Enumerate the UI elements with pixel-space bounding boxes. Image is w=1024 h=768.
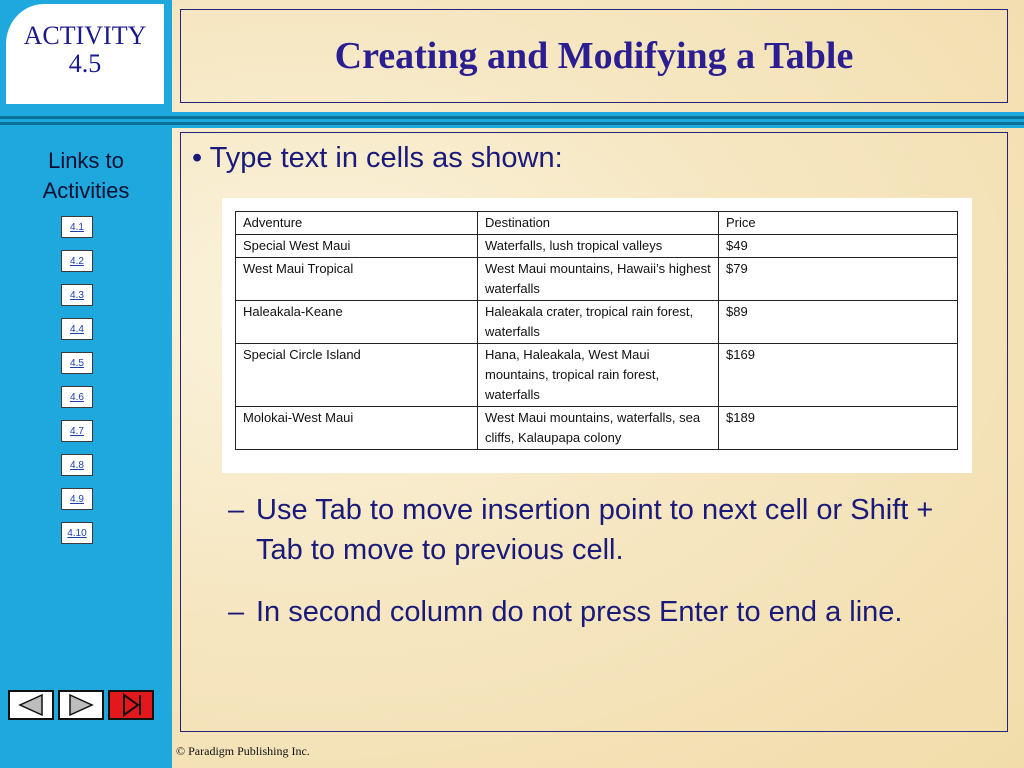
table-cell: West Maui mountains, Hawaii’s highest waterfalls (478, 258, 719, 301)
table-row (236, 235, 958, 258)
activity-link-4-8[interactable]: 4.8 (61, 454, 93, 476)
header-cell: Price (719, 212, 958, 235)
activity-label: ACTIVITY (23, 21, 147, 50)
table-cell: $169 (719, 344, 958, 407)
page-title: Creating and Modifying a Table (334, 35, 854, 77)
table-cell: Haleakala-Keane (236, 301, 478, 344)
next-slide-button[interactable] (58, 690, 104, 720)
activity-link-4-2[interactable]: 4.2 (61, 250, 93, 272)
triangle-right-icon (60, 692, 102, 718)
table-row (236, 258, 958, 301)
header-cell: Destination (478, 212, 719, 235)
end-show-button[interactable] (108, 690, 154, 720)
example-table-image (222, 198, 972, 473)
table-cell: Special Circle Island (236, 344, 478, 407)
table-cell: Hana, Haleakala, West Maui mountains, tropical rain forest, waterfalls (478, 344, 719, 407)
activity-link-4-7[interactable]: 4.7 (61, 420, 93, 442)
activity-link-4-9[interactable]: 4.9 (61, 488, 93, 510)
table-row (236, 301, 958, 344)
table-cell: Molokai-West Maui (236, 407, 478, 450)
table-cell: $49 (719, 235, 958, 258)
table-row (236, 407, 958, 450)
end-show-icon (110, 692, 152, 718)
activity-badge (6, 4, 164, 104)
table-cell: Special West Maui (236, 235, 478, 258)
links-label (0, 146, 172, 206)
links-label-line1: Links to (48, 148, 124, 173)
instruction-bullet: • Type text in cells as shown: (192, 142, 563, 174)
sub-bullet-dash: – (228, 596, 245, 628)
sub-bullet-text: In second column do not press Enter to end a line. (256, 596, 903, 628)
links-label-line2: Activities (42, 178, 130, 203)
table-header-row (236, 212, 958, 235)
table-cell: $79 (719, 258, 958, 301)
sub-bullet-text: Use Tab to move insertion point to next cell or Shift + Tab to move to previous cell. (256, 494, 934, 566)
header-cell: Adventure (236, 212, 478, 235)
activity-link-4-1[interactable]: 4.1 (61, 216, 93, 238)
table-cell: West Maui mountains, waterfalls, sea cliffs, Kalaupapa colony (478, 407, 719, 450)
table-cell: $189 (719, 407, 958, 450)
activity-link-4-3[interactable]: 4.3 (61, 284, 93, 306)
sub-bullet-dash: – (228, 494, 245, 526)
activity-link-4-6[interactable]: 4.6 (61, 386, 93, 408)
table-cell: West Maui Tropical (236, 258, 478, 301)
activity-link-4-4[interactable]: 4.4 (61, 318, 93, 340)
triangle-left-icon (10, 692, 52, 718)
table-cell: $89 (719, 301, 958, 344)
header-band (0, 112, 1024, 128)
table-cell: Waterfalls, lush tropical valleys (478, 235, 719, 258)
previous-slide-button[interactable] (8, 690, 54, 720)
activity-link-4-10[interactable]: 4.10 (61, 522, 93, 544)
copyright-footer: © Paradigm Publishing Inc. (176, 744, 310, 758)
table-cell: Haleakala crater, tropical rain forest, waterfalls (478, 301, 719, 344)
title-box (180, 9, 1008, 103)
activity-link-4-5[interactable]: 4.5 (61, 352, 93, 374)
table-row (236, 344, 958, 407)
activity-number: 4.5 (68, 49, 102, 78)
adventure-table (235, 211, 958, 450)
